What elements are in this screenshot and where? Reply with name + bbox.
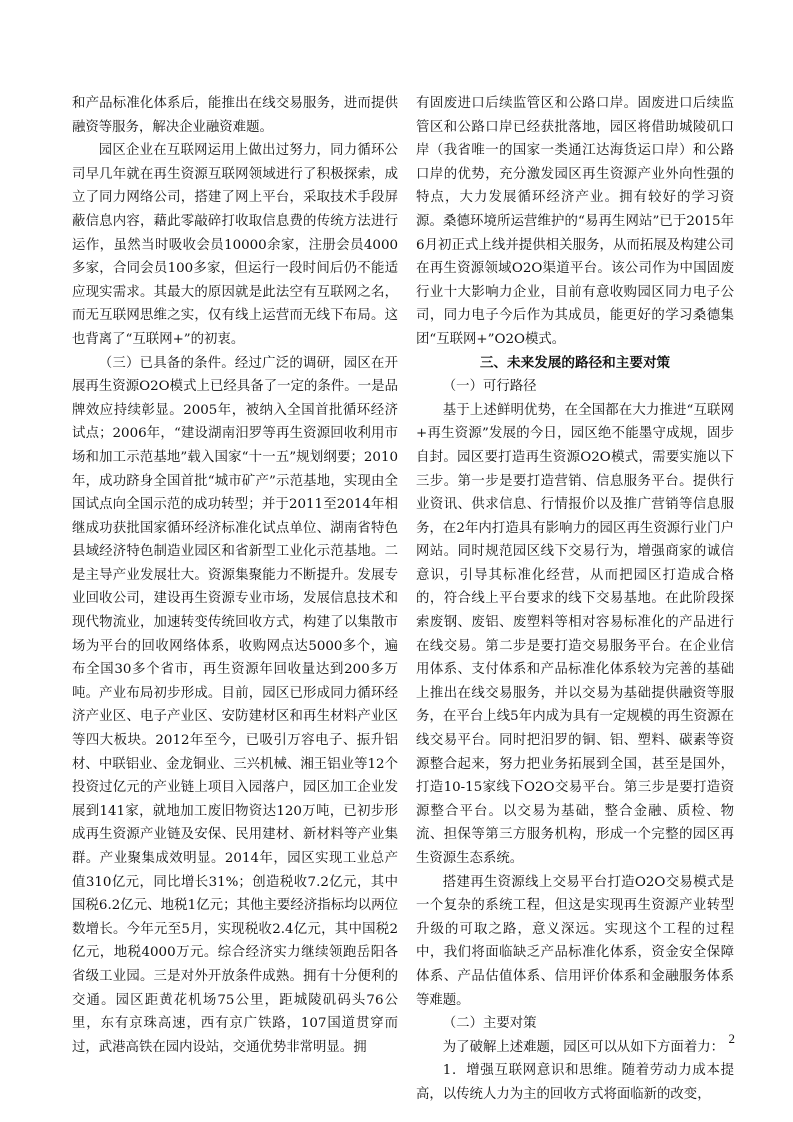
right-column bbox=[416, 92, 734, 1107]
left-paragraph-1: 和产品标准化体系后，能推出在线交易服务，进而提供融资等服务，解决企业融资难题。 bbox=[72, 96, 398, 135]
right-paragraph-1: 有固废进口后续监管区和公路口岸。固废进口后续监管区和公路口岸已经获批落地，园区将借助城陵矶口岸（我省唯一的国家一类通江达海货运口岸）和公路口岸的优势，充分激发园区再生资源产业外向性强的特点，大力发展循环经济产业。拥有较好的学习资源。桑德环境所运营维护的“易再生网站”已于2015年6月初正式上线并提供相关服务，从而拓展及构建公司在再生资源领域O2O渠道平台。该公司作为中国固废行业十大影响力企业，目前有意收购园区同力电子公司，同力电子今后作为其成员，能更好的学习桑德集团“互联网+”O2O模式。 bbox=[416, 96, 734, 347]
section-title: 三、未来发展的路径和主要对策 bbox=[479, 354, 671, 371]
subsection-title-countermeasures: （二）主要对策 bbox=[442, 1016, 537, 1032]
conditions-heading: （三）已具备的条件。 bbox=[98, 355, 235, 371]
right-paragraph-3: 搭建再生资源线上交易平台打造O2O交易模式是一个复杂的系统工程，但这是实现再生资源产业转型升级的可取之路，意义深远。实现这个工程的过程中，我们将面临缺乏产品标准化体系，资金安全保障体系、产品估值体系、信用评价体系和金融服务体系等难题。 bbox=[416, 874, 734, 1008]
conditions-body: 经过广泛的调研，园区在开展再生资源O2O模式上已经具备了一定的条件。一是品牌效应持续彰显。2005年，被纳入全国首批循环经济试点；2006年，“建设湖南汨罗等再生资源回收利用市场和加工示范基地”载入国家“十一五”规划纲要；2010年，成功跻身全国首批“城市矿产”示范基地，实现由全国试点向全国示范的成功转型；并于2011至2014年相继成功获批国家循环经济标准化试点单位、湖南省特色县域经济特色制造业园区和省新型工业化示范基地。二是主导产业发展壮大。资源集聚能力不断提升。发展专业回收公司，建设再生资源专业市场，发展信息技术和现代物流业，加速转变传统回收方式，构建了以集散市场为平台的回收网络体系，收购网点达5000多个，遍布全国30多个省市，再生资源年回收量达到200多万吨。产业布局初步形成。目前，园区已形成同力循环经济产业区、电子产业区、安防建材区和再生材料产业区等四大板块。2012年至今，已吸引万容电子、振升铝材、中联铝业、金龙铜业、三兴机械、湘王铝业等12个投资过亿元的产业链上项目入园落户，园区加工企业发展到141家，就地加工废旧物资达120万吨，已初步形成再生资源产业链及安保、民用建材、新材料等产业集群。产业聚集成效明显。2014年，园区实现工业总产值310亿元，同比增长31%；创造税收7.2亿元，其中国税6.2亿元、地税1亿元；其他主要经济指标均以两位数增长。今年元至5月，实现税收2.4亿元，其中国税2亿元，地税4000万元。综合经济实力继续领跑岳阳各省级工业园。三是对外开放条件成熟。拥有十分便利的交通。园区距黄花机场75公里，距城陵矶码头76公里，东有京珠高速，西有京广铁路，107国道贯穿而过，武港高铁在园内设站，交通优势非常明显。拥 bbox=[72, 355, 399, 1055]
left-paragraph-2: 园区企业在互联网运用上做出过努力，同力循环公司早几年就在再生资源互联网领域进行了积极探索，成立了同力网络公司，搭建了网上平台，采取技术手段屏蔽信息内容，藉此零敲碎打收取信息费的传统方法进行运作，虽然当时吸收会员10000余家，注册会员4000多家，合同会员100多家，但运行一段时间后仍不能适应现实需求。其最大的原因就是此法空有互联网之名，而无互联网思维之实，仅有线上运营而无线下布局。这也背离了“互联网+”的初衷。 bbox=[72, 143, 398, 347]
page-number: 2 bbox=[728, 1031, 735, 1046]
left-column bbox=[72, 92, 398, 1059]
left-paragraph-3 bbox=[72, 352, 398, 1060]
right-paragraph-5: 1．增强互联网意识和思维。随着劳动力成本提高，以传统人力为主的回收方式将面临新的改变， bbox=[416, 1063, 734, 1102]
subsection-title-feasible-path: （一）可行路径 bbox=[442, 379, 537, 395]
right-paragraph-4: 为了破解上述难题，园区可以从如下方面着力： bbox=[442, 1039, 724, 1055]
right-paragraph-2: 基于上述鲜明优势，在全国都在大力推进“互联网+再生资源”发展的今日，园区绝不能墨守成规，固步自封。园区要打造再生资源O2O模式，需要实施以下三步。第一步是要打造营销、信息服务平台。提供行业资讯、供求信息、行情报价以及推广营销等信息服务，在2年内打造具有影响力的园区再生资源行业门户网站。同时规范园区线下交易行为，增强商家的诚信意识，引导其标准化经营，从而把园区打造成合格的，符合线上平台要求的线下交易基地。在此阶段探索废钢、废铝、废塑料等相对容易标准化的产品进行在线交易。第二步是要打造交易服务平台。在企业信用体系、支付体系和产品标准化体系较为完善的基础上推出在线交易服务，并以交易为基础提供融资等服务，在平台上线5年内成为具有一定规模的再生资源在线交易平台。同时把汨罗的铜、铝、塑料、碳素等资源整合起来，努力把业务拓展到全国，甚至是国外，打造10-15家线下O2O交易平台。第三步是要打造资源整合平台。以交易为基础，整合金融、质检、物流、担保等第三方服务机构，形成一个完整的园区再生资源生态系统。 bbox=[416, 402, 734, 866]
